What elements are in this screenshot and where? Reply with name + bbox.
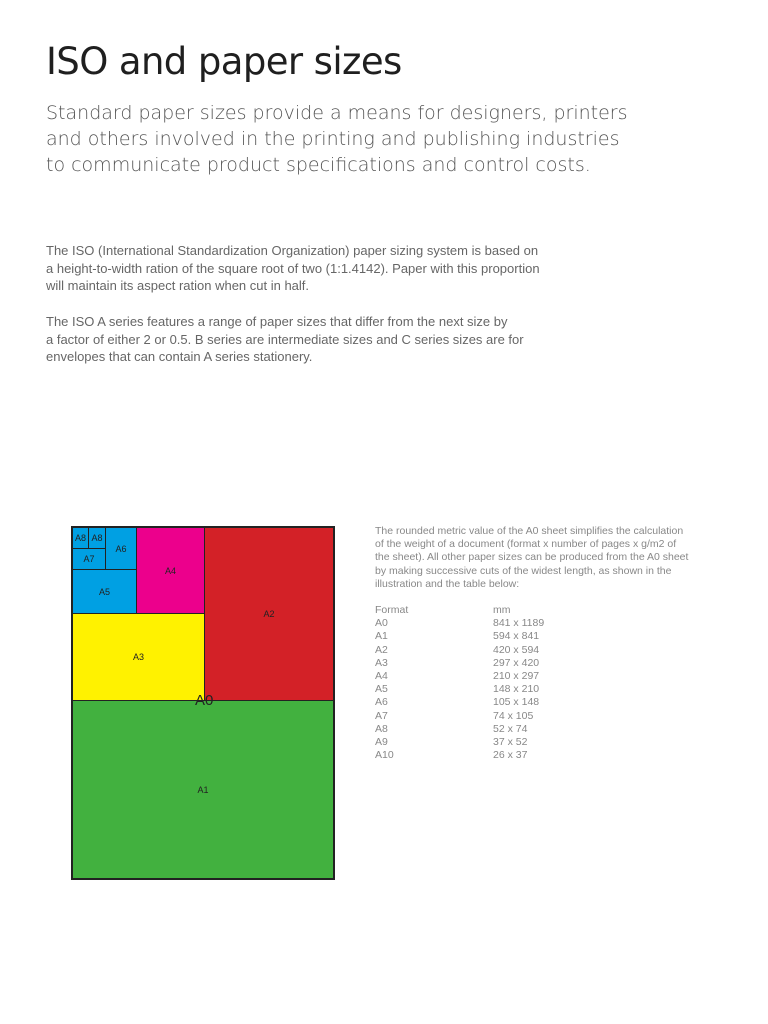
format-cell: A4 — [375, 670, 388, 683]
table-row — [375, 657, 715, 670]
mm-column-header: mm — [493, 604, 511, 617]
paragraph-line: a height-to-width ration of the square root of two (1:1.4142). Paper with this proportion — [46, 260, 540, 276]
paragraph-line: envelopes that can contain A series stationery. — [46, 349, 313, 364]
format-intro-line: the sheet). All other paper sizes can be produced from the A0 sheet — [375, 551, 689, 564]
size-cell: 594 x 841 — [493, 630, 540, 643]
format-cell: A10 — [375, 749, 394, 762]
format-cell: A7 — [375, 709, 388, 722]
table-row — [375, 630, 715, 643]
paragraph-line: will maintain its aspect ration when cut in half. — [46, 278, 310, 293]
format-table-header — [375, 604, 715, 617]
table-row — [375, 723, 715, 736]
format-cell: A1 — [375, 630, 388, 643]
sheet-a3-label: A3 — [132, 652, 144, 662]
sheet-a2-label: A2 — [263, 609, 275, 619]
sheet-a8-left — [72, 527, 89, 549]
size-cell: 74 x 105 — [493, 709, 534, 722]
sheet-a4-label: A4 — [164, 565, 176, 576]
lead-paragraph — [46, 100, 726, 178]
series-paragraph — [46, 313, 726, 366]
format-intro-line: of the weight of a document (format x number of pages x g/m2 of — [375, 538, 677, 551]
sheet-a5-label: A5 — [98, 586, 110, 597]
paragraph-line: The ISO A series features a range of paper sizes that differ from the next size by — [46, 314, 508, 329]
format-cell: A5 — [375, 683, 388, 696]
table-row — [375, 683, 715, 696]
table-row — [375, 710, 715, 723]
sheet-a5 — [72, 569, 137, 614]
format-cell: A8 — [375, 722, 388, 735]
sheet-a2 — [204, 527, 334, 701]
format-table — [375, 604, 715, 762]
format-cell: A6 — [375, 696, 388, 709]
format-intro-line: illustration and the table below: — [375, 577, 520, 590]
table-row — [375, 670, 715, 683]
iso-intro-paragraph — [46, 242, 726, 295]
format-cell: A3 — [375, 656, 388, 669]
size-cell: 420 x 594 — [493, 643, 540, 656]
sheet-a1 — [72, 700, 334, 879]
format-info — [375, 525, 715, 762]
table-row — [375, 644, 715, 657]
sheet-a0-label: A0 — [195, 692, 214, 709]
lead-line: Standard paper sizes provide a means for designers, printers — [46, 102, 628, 124]
table-row — [375, 736, 715, 749]
format-intro-line: The rounded metric value of the A0 sheet simplifies the calculation — [375, 525, 684, 537]
sheet-a6 — [105, 527, 137, 570]
sheet-a3 — [72, 613, 205, 701]
paper-size-diagram — [71, 526, 335, 880]
table-row — [375, 749, 715, 762]
sheet-a1-label: A1 — [197, 784, 209, 795]
format-intro-line: by making successive cuts of the widest length, as shown in the — [375, 564, 672, 577]
size-cell: 148 x 210 — [493, 683, 540, 696]
size-cell: 297 x 420 — [493, 656, 540, 669]
format-cell: A0 — [375, 617, 388, 630]
lead-line: to communicate product specifications and control costs. — [46, 154, 591, 176]
sheet-a7-label: A7 — [83, 554, 95, 564]
sheet-a4 — [136, 527, 205, 614]
sheet-a8-right-label: A8 — [91, 533, 103, 543]
page-title: ISO and paper sizes — [46, 40, 402, 83]
sheet-a7 — [72, 548, 106, 570]
sheet-a8-right — [88, 527, 106, 549]
table-row — [375, 617, 715, 630]
size-cell: 37 x 52 — [493, 736, 528, 749]
size-cell: 26 x 37 — [493, 749, 528, 762]
size-cell: 210 x 297 — [493, 670, 540, 683]
size-cell: 841 x 1189 — [493, 617, 545, 630]
lead-line: and others involved in the printing and publishing industries — [46, 128, 620, 150]
table-row — [375, 696, 715, 709]
format-cell: A9 — [375, 736, 388, 749]
sheet-a6-label: A6 — [115, 543, 127, 554]
sheet-a8-left-label: A8 — [74, 533, 86, 543]
size-cell: 105 x 148 — [493, 696, 540, 709]
paragraph-line: The ISO (International Standardization Organization) paper sizing system is based on — [46, 243, 539, 258]
format-intro — [375, 525, 715, 591]
format-cell: A2 — [375, 643, 388, 656]
size-cell: 52 x 74 — [493, 722, 528, 735]
paragraph-line: a factor of either 2 or 0.5. B series are intermediate sizes and C series sizes are for — [46, 331, 524, 347]
format-column-header: Format — [375, 604, 409, 617]
